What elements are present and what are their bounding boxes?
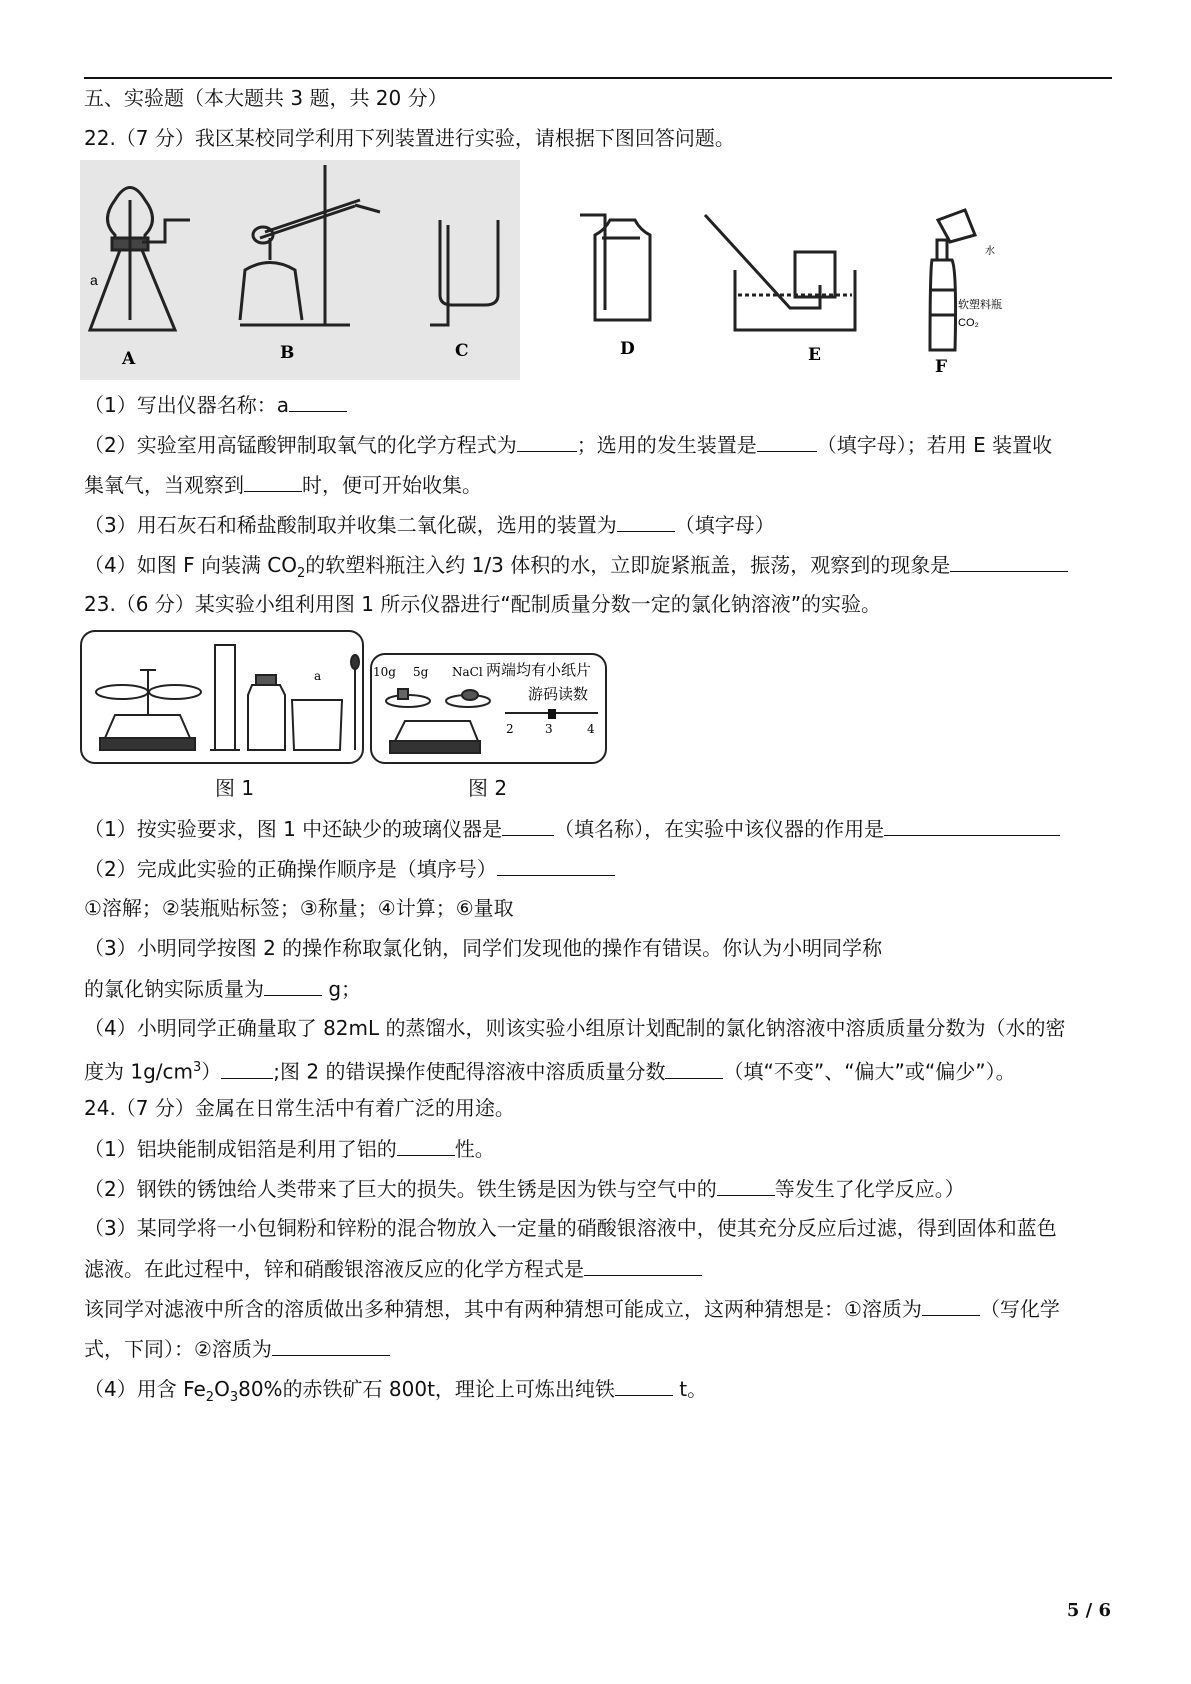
rider-marker: [548, 709, 556, 719]
q24-part1: （1）铝块能制成铝箔是利用了铝的 性。: [84, 1133, 1114, 1164]
q22-part2-cont: 集氧气，当观察到 时，便可开始收集。: [84, 469, 1114, 500]
scan-background: [80, 160, 520, 380]
q23-part2-options: ①溶解；②装瓶贴标签；③称量；④计算；⑥量取: [84, 896, 514, 920]
tick-2: 2: [506, 722, 514, 736]
answer-blank[interactable]: [272, 1333, 390, 1356]
answer-blank[interactable]: [884, 813, 1060, 836]
answer-blank[interactable]: [950, 549, 1068, 572]
letter-e: E: [808, 345, 821, 365]
top-rule: [84, 77, 1112, 79]
letter-b: B: [280, 343, 295, 363]
q22-part2: （2）实验室用高锰酸钾制取氧气的化学方程式为 ；选用的发生装置是 （填字母）；若用 E 装置收: [84, 429, 1114, 460]
q23-part1: （1）按实验要求，图 1 中还缺少的玻璃仪器是 （填名称），在实验中该仪器的作用是: [84, 813, 1114, 844]
weight-10g: 10g: [373, 665, 396, 679]
apparatus-f: [930, 210, 975, 350]
fig1-caption: 图 1: [215, 776, 255, 800]
q23-part4-cont: 度为 $1g/cm^3$） ;图 2 的错误操作使配得溶液中溶质质量分数 （填“不变”、“偏大”或“偏少”）。: [84, 1053, 1114, 1087]
answer-blank[interactable]: [717, 1173, 775, 1196]
q22-stem: 22.（7 分）我区某校同学利用下列装置进行实验，请根据下图回答问题。: [84, 126, 735, 150]
answer-blank[interactable]: [922, 1293, 980, 1316]
q24-part3: （3）某同学将一小包铜粉和锌粉的混合物放入一定量的硝酸银溶液中，使其充分反应后过滤，得到固体和蓝色: [84, 1216, 1057, 1240]
note-paper-both-sides: 两端均有小纸片: [486, 661, 592, 679]
page-number: 5 / 6: [1066, 1600, 1111, 1621]
answer-blank[interactable]: [757, 429, 817, 452]
q24-part3-guess: 该同学对滤液中所含的溶质做出多种猜想，其中有两种猜想可能成立，这两种猜想是：①溶质为 （写化学: [84, 1293, 1114, 1324]
letter-a: A: [122, 349, 136, 369]
apparatus-d: [580, 215, 650, 320]
fig1-label-a: a: [314, 669, 322, 683]
q22-part3: （3）用石灰石和稀盐酸制取并收集二氧化碳，选用的装置为 （填字母）: [84, 509, 1114, 540]
q22-part4: （4）如图 F 向装满 $CO_2$的软塑料瓶注入约 1/3 体积的水，立即旋紧瓶盖，振荡，观察到的现象是: [84, 549, 1114, 589]
tick-3: 3: [545, 722, 553, 736]
q24-part2: （2）钢铁的锈蚀给人类带来了巨大的损失。铁生锈是因为铁与空气中的 等发生了化学反应。）: [84, 1173, 1114, 1204]
apparatus-e: [705, 215, 855, 330]
q23-figure-2: [370, 653, 608, 765]
label-water: 水: [985, 246, 995, 257]
letter-d: D: [620, 339, 635, 359]
label-soft-bottle: 软塑料瓶: [958, 299, 1002, 311]
section-title: 五、实验题（本大题共 3 题，共 20 分）: [84, 86, 448, 110]
q24-part3-guess-cont: 式，下同）：②溶质为: [84, 1333, 1114, 1364]
q23-part3-cont: 的氯化钠实际质量为 g；: [84, 973, 1114, 1004]
label-a: a: [90, 272, 98, 288]
answer-blank[interactable]: [615, 1373, 673, 1396]
answer-blank[interactable]: [221, 1056, 273, 1079]
q23-part2: （2）完成此实验的正确操作顺序是（填序号）: [84, 853, 1114, 884]
nacl-label: NaCl: [452, 665, 483, 679]
answer-blank[interactable]: [264, 973, 322, 996]
answer-blank[interactable]: [289, 389, 347, 412]
label-co2: CO₂: [958, 317, 979, 329]
answer-blank[interactable]: [617, 509, 675, 532]
q23-part4: （4）小明同学正确量取了 82mL 的蒸馏水，则该实验小组原计划配制的氯化钠溶液中溶质质量分数为（水的密: [84, 1016, 1066, 1040]
answer-blank[interactable]: [665, 1056, 723, 1079]
answer-blank[interactable]: [584, 1253, 702, 1276]
q24-part4: （4）用含 $Fe_2O_380\%$的赤铁矿石 800t，理论上可炼出纯铁 t。: [84, 1373, 1114, 1413]
q22-part1: （1）写出仪器名称：a: [84, 389, 1114, 420]
answer-blank[interactable]: [244, 469, 302, 492]
tick-4: 4: [587, 722, 595, 736]
q23-stem: 23.（6 分）某实验小组利用图 1 所示仪器进行“配制质量分数一定的氯化钠溶液”的实验。: [84, 592, 882, 616]
answer-blank[interactable]: [517, 429, 577, 452]
letter-c: C: [455, 341, 469, 361]
answer-blank[interactable]: [497, 853, 615, 876]
q24-part3-cont: 滤液。在此过程中，锌和硝酸银溶液反应的化学方程式是: [84, 1253, 1114, 1284]
answer-blank[interactable]: [502, 813, 554, 836]
weight-5g: 5g: [413, 665, 429, 679]
fig2-caption: 图 2: [468, 776, 508, 800]
note-rider-reading: 游码读数: [528, 685, 589, 703]
answer-blank[interactable]: [397, 1133, 455, 1156]
q23-figure-1: [80, 630, 365, 766]
q22-apparatus-figure: [80, 160, 1040, 380]
q24-stem: 24.（7 分）金属在日常生活中有着广泛的用途。: [84, 1096, 515, 1120]
q23-part3: （3）小明同学按图 2 的操作称取氯化钠，同学们发现他的操作有错误。你认为小明同学称: [84, 936, 883, 960]
letter-f: F: [935, 357, 948, 377]
